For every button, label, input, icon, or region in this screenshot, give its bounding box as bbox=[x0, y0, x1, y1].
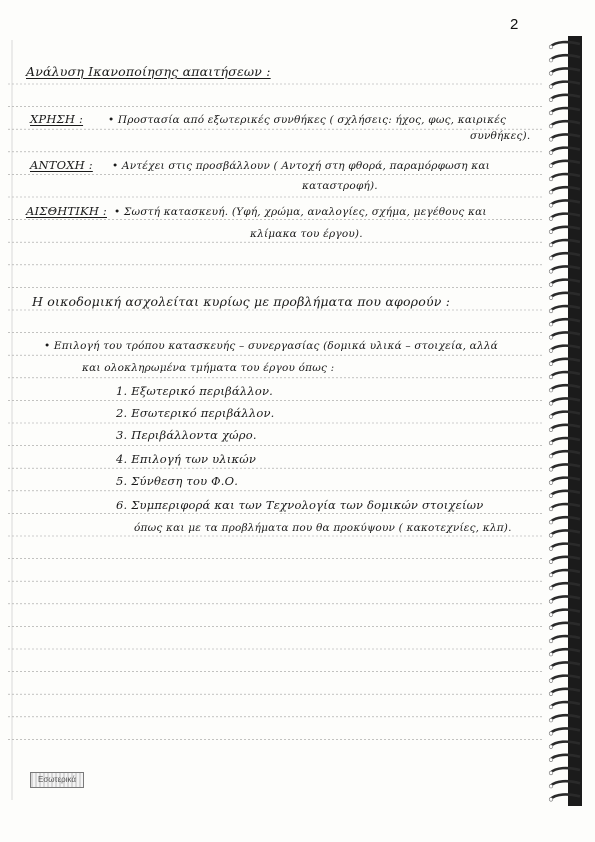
bullet-line-1: • Επιλογή του τρόπου κατασκευής – συνεργασίας (δομικά υλικά – στοιχεία, αλλά bbox=[44, 340, 498, 352]
binding-hole bbox=[549, 547, 553, 551]
binding-hole bbox=[549, 336, 553, 340]
binding-hole bbox=[549, 375, 553, 379]
requirement-text-strength-2: καταστροφή). bbox=[302, 180, 378, 192]
binding-hole bbox=[549, 190, 553, 194]
binding-hole bbox=[549, 441, 553, 445]
binding-hole bbox=[549, 586, 553, 590]
binding-hole bbox=[549, 164, 553, 168]
binding-hole bbox=[549, 784, 553, 788]
binding-hole bbox=[549, 798, 553, 802]
binding-hole bbox=[549, 98, 553, 102]
numbered-item-4: 4. Επιλογή των υλικών bbox=[116, 452, 257, 466]
binding-hole bbox=[549, 600, 553, 604]
binding-hole bbox=[549, 534, 553, 538]
numbered-item-6: 6. Συμπεριφορά και των Τεχνολογία των δομικών στοιχείων bbox=[116, 498, 484, 512]
binding-hole bbox=[549, 771, 553, 775]
spiral-binding bbox=[546, 36, 586, 806]
numbered-item-5: 5. Σύνθεση του Φ.Ο. bbox=[116, 474, 239, 488]
binding-hole bbox=[549, 718, 553, 722]
binding-hole bbox=[549, 560, 553, 564]
binding-hole bbox=[549, 349, 553, 353]
binding-hole bbox=[549, 230, 553, 234]
binding-hole bbox=[549, 573, 553, 577]
requirement-label-strength: ΑΝΤΟΧΗ : bbox=[30, 158, 93, 172]
binding-hole bbox=[549, 481, 553, 485]
requirement-text-use-2: συνθήκες). bbox=[470, 130, 531, 142]
numbered-item-3: 3. Περιβάλλοντα χώρο. bbox=[116, 428, 257, 442]
binding-hole bbox=[549, 705, 553, 709]
binding-hole bbox=[549, 362, 553, 366]
binding-hole bbox=[549, 468, 553, 472]
binding-hole bbox=[549, 679, 553, 683]
binding-hole bbox=[549, 758, 553, 762]
binding-hole bbox=[549, 58, 553, 62]
binding-hole bbox=[549, 666, 553, 670]
binding-hole bbox=[549, 322, 553, 326]
requirement-text-strength-1: • Αντέχει στις προσβάλλουν ( Αντοχή στη φθορά, παραμόρφωση και bbox=[112, 160, 490, 172]
binding-hole bbox=[549, 283, 553, 287]
binding-hole bbox=[549, 692, 553, 696]
binding-hole bbox=[549, 507, 553, 511]
numbered-item-1: 1. Εξωτερικό περιβάλλον. bbox=[116, 384, 274, 398]
binding-hole bbox=[549, 256, 553, 260]
binding-hole bbox=[549, 243, 553, 247]
binding-hole bbox=[549, 138, 553, 142]
binding-hole bbox=[549, 270, 553, 274]
binding-hole bbox=[549, 111, 553, 115]
requirement-text-use-1: • Προστασία από εξωτερικές συνθήκες ( σχλήσεις: ήχος, φως, καιρικές bbox=[108, 114, 507, 126]
binding-hole bbox=[549, 494, 553, 498]
requirement-text-aesthetic-2: κλίμακα του έργου). bbox=[250, 228, 363, 240]
binding-hole bbox=[549, 151, 553, 155]
bullet-line-2: και ολοκληρωμένα τμήματα του έργου όπως : bbox=[82, 362, 335, 374]
section-title: Η οικοδομική ασχολείται κυρίως με προβλήματα που αφορούν : bbox=[32, 294, 451, 309]
requirement-label-use: ΧΡΗΣΗ : bbox=[30, 112, 84, 126]
binding-hole bbox=[549, 639, 553, 643]
notebook-brand-logo: Εσωτερικά bbox=[30, 772, 84, 788]
binding-hole bbox=[549, 217, 553, 221]
binding-hole bbox=[549, 309, 553, 313]
binding-hole bbox=[549, 415, 553, 419]
binding-hole bbox=[549, 402, 553, 406]
numbered-item-6-continued: όπως και με τα προβλήματα που θα προκύψουν ( κακοτεχνίες, κλπ). bbox=[134, 522, 512, 534]
binding-hole bbox=[549, 72, 553, 76]
binding-hole bbox=[549, 652, 553, 656]
binding-hole bbox=[549, 613, 553, 617]
binding-hole bbox=[549, 296, 553, 300]
binding-hole bbox=[549, 732, 553, 736]
binding-hole bbox=[549, 124, 553, 128]
page-number: 2 bbox=[510, 16, 519, 33]
requirement-label-aesthetic: ΑΙΣΘΗΤΙΚΗ : bbox=[26, 204, 107, 218]
binding-hole bbox=[549, 745, 553, 749]
numbered-item-2: 2. Εσωτερικό περιβάλλον. bbox=[116, 406, 275, 420]
heading: Ανάλυση Ικανοποίησης απαιτήσεων : bbox=[26, 64, 271, 79]
binding-hole bbox=[549, 428, 553, 432]
binding-hole bbox=[549, 520, 553, 524]
binding-hole bbox=[549, 626, 553, 630]
binding-hole bbox=[549, 204, 553, 208]
binding-hole bbox=[549, 454, 553, 458]
binding-hole bbox=[549, 85, 553, 89]
binding-hole bbox=[549, 177, 553, 181]
binding-hole bbox=[549, 45, 553, 49]
binding-hole bbox=[549, 388, 553, 392]
requirement-text-aesthetic-1: • Σωστή κατασκευή. (Υφή, χρώμα, αναλογίες, σχήμα, μεγέθους και bbox=[114, 206, 487, 218]
